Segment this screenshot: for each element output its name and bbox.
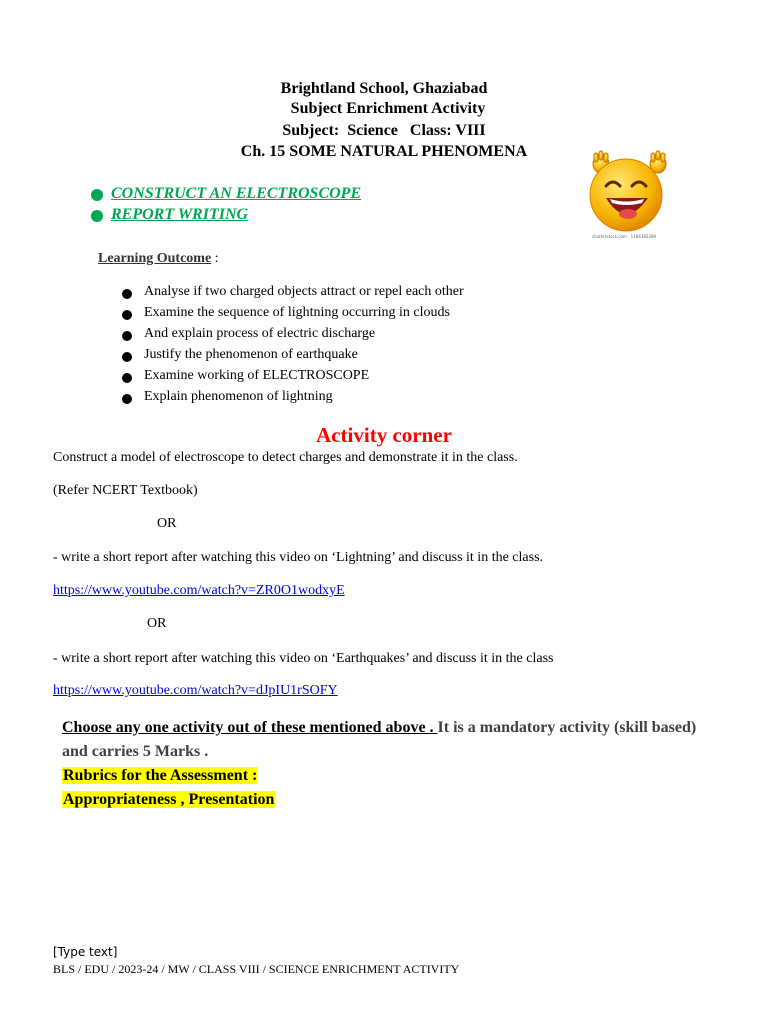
outcome-bullet bbox=[122, 352, 132, 362]
or-separator: OR bbox=[157, 516, 177, 531]
image-watermark: shutterstock.com · 1184385289 bbox=[592, 234, 657, 239]
learning-outcome-colon: : bbox=[211, 251, 219, 266]
activity-type: Subject Enrichment Activity bbox=[282, 100, 486, 117]
rubrics-title-line bbox=[62, 764, 258, 788]
activity-heading: Activity corner bbox=[316, 423, 452, 447]
outcome-item: Justify the phenomenon of earthquake bbox=[144, 347, 358, 362]
learning-outcome-heading bbox=[98, 251, 219, 267]
outcome-item: Examine working of ELECTROSCOPE bbox=[144, 368, 370, 383]
footer-type-text: [Type text] bbox=[53, 945, 118, 959]
or-separator: OR bbox=[147, 616, 167, 631]
ncert-reference: (Refer NCERT Textbook) bbox=[53, 483, 198, 498]
school-name: Brightland School, Ghaziabad bbox=[280, 80, 488, 97]
laughing-face-icon bbox=[580, 148, 676, 244]
chapter-title: Ch. 15 SOME NATURAL PHENOMENA bbox=[240, 143, 528, 160]
outcome-item: Explain phenomenon of lightning bbox=[144, 389, 333, 404]
outcome-bullet bbox=[122, 310, 132, 320]
mandatory-activity-text: It is a mandatory activity (skill based) and carries 5 Marks . bbox=[62, 719, 697, 760]
choose-activity-text: Choose any one activity out of these mentioned above . bbox=[62, 719, 438, 736]
outcome-bullet bbox=[122, 331, 132, 341]
topic-construct-electroscope: CONSTRUCT AN ELECTROSCOPE bbox=[111, 185, 362, 202]
outcome-bullet bbox=[122, 373, 132, 383]
outcome-item: Analyse if two charged objects attract or repel each other bbox=[144, 284, 464, 299]
lightning-video-link[interactable]: https://www.youtube.com/watch?v=ZR0O1wodxyE bbox=[53, 583, 345, 598]
rubrics-line bbox=[62, 788, 275, 812]
instruction-paragraph bbox=[62, 716, 722, 764]
activity-earthquake-text: - write a short report after watching this video on ‘Earthquakes’ and discuss it in the class bbox=[53, 651, 554, 666]
rubrics-title: Rubrics for the Assessment : bbox=[63, 767, 258, 784]
learning-outcome-title: Learning Outcome bbox=[98, 251, 212, 266]
outcome-item: Examine the sequence of lightning occurring in clouds bbox=[144, 305, 450, 320]
footer-reference: BLS / EDU / 2023-24 / MW / CLASS VIII / SCIENCE ENRICHMENT ACTIVITY bbox=[53, 962, 460, 976]
activity-lightning-text: - write a short report after watching this video on ‘Lightning’ and discuss it in the class. bbox=[53, 550, 544, 565]
topic-bullet bbox=[91, 189, 103, 201]
topic-report-writing: REPORT WRITING bbox=[111, 206, 249, 223]
activity-electroscope-text: Construct a model of electroscope to detect charges and demonstrate it in the class. bbox=[53, 450, 518, 465]
outcome-bullet bbox=[122, 394, 132, 404]
earthquake-video-link[interactable]: https://www.youtube.com/watch?v=dJpIU1rSOFY bbox=[53, 683, 338, 698]
outcome-item: And explain process of electric discharge bbox=[144, 326, 376, 341]
subject-class: Subject: Science Class: VIII bbox=[282, 122, 486, 139]
rubrics-criteria: Appropriateness , Presentation bbox=[63, 791, 275, 808]
topic-bullet bbox=[91, 210, 103, 222]
outcome-bullet bbox=[122, 289, 132, 299]
cheering-emoji-image bbox=[580, 148, 676, 244]
